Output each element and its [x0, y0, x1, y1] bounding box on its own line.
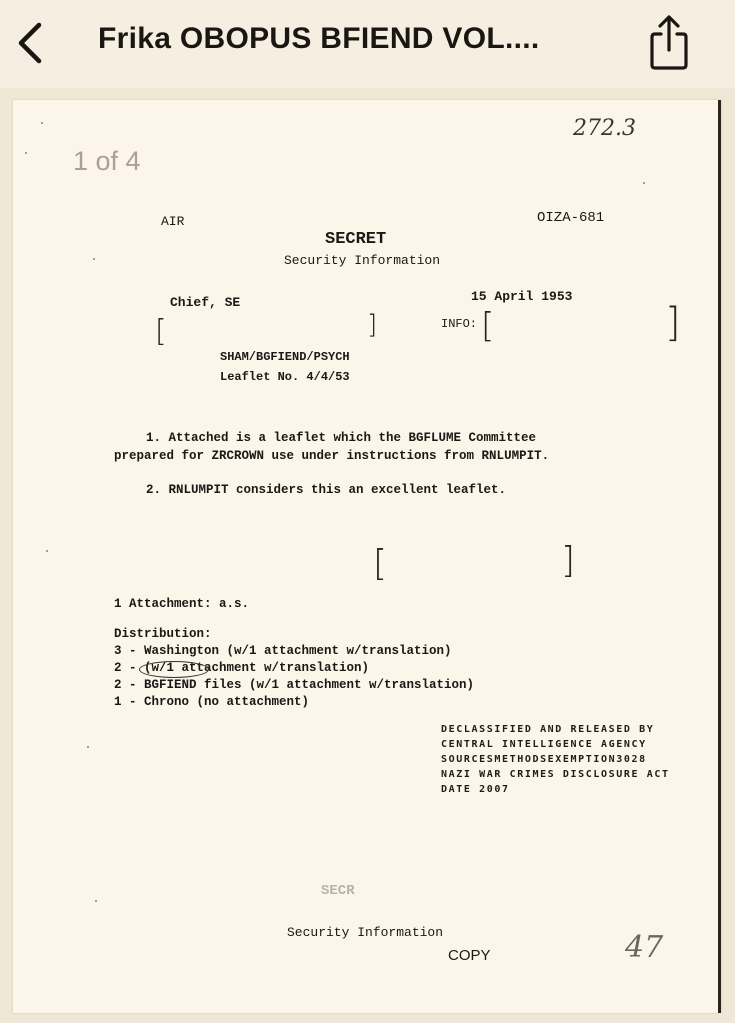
redaction-bracket-left-close: ] [367, 310, 378, 340]
document-viewer[interactable] [0, 88, 735, 1023]
distribution-item: 3 - Washington (w/1 attachment w/translation) [114, 644, 452, 658]
redaction-bracket-signature-close: ] [561, 540, 576, 581]
stamp-line: CENTRAL INTELLIGENCE AGENCY [441, 739, 647, 750]
scan-speck [95, 900, 97, 902]
scan-speck [46, 550, 48, 552]
navigation-bar [0, 0, 735, 89]
distribution-item: 2 - (w/1 attachment w/translation) [114, 661, 370, 675]
distribution-label: Distribution: [114, 627, 212, 641]
document-page [13, 100, 721, 1013]
subject-line-1: SHAM/BGFIEND/PSYCH [220, 350, 350, 364]
scan-speck [643, 182, 645, 184]
footer-security-information: Security Information [287, 925, 444, 940]
declassification-stamp [441, 722, 670, 797]
stamp-line: SOURCESMETHODSEXEMPTION3028 [441, 754, 647, 765]
stamp-line: DATE 2007 [441, 784, 510, 795]
stamp-line: DECLASSIFIED AND RELEASED BY [441, 724, 655, 735]
back-button[interactable] [6, 14, 54, 72]
stamp-line: NAZI WAR CRIMES DISCLOSURE ACT [441, 769, 670, 780]
scan-speck [41, 122, 43, 124]
info-label: INFO: [441, 317, 478, 331]
document-title: Frika OBOPUS BFIEND VOL.... [98, 22, 540, 55]
recipient: Chief, SE [170, 295, 241, 310]
redaction-bracket-signature-open: [ [373, 543, 388, 584]
security-information: Security Information [284, 253, 441, 268]
redaction-bracket-info-close: ] [665, 300, 681, 346]
subject-line-2: Leaflet No. 4/4/53 [220, 370, 350, 384]
classification-heading: SECRET [325, 230, 387, 249]
redaction-bracket-info-open: [ [481, 306, 495, 346]
share-icon [647, 14, 691, 70]
share-button[interactable] [640, 10, 698, 74]
attachment-line: 1 Attachment: a.s. [114, 597, 250, 611]
scan-speck [93, 258, 95, 260]
redaction-bracket-left-open: [ [155, 314, 167, 349]
reference-number: OIZA-681 [537, 210, 605, 226]
handwritten-page-number: 272.3 [573, 116, 636, 141]
distribution-item: 1 - Chrono (no attachment) [114, 695, 310, 709]
paragraph-1-line-1: 1. Attached is a leaflet which the BGFLUME Committee [146, 431, 537, 445]
handwritten-copy-number: 47 [625, 930, 664, 965]
scan-speck [87, 746, 89, 748]
distribution-item: 2 - BGFIEND files (w/1 attachment w/translation) [114, 678, 475, 692]
air-label: AIR [161, 214, 185, 229]
copy-label: COPY [448, 947, 491, 964]
paragraph-1-line-2: prepared for ZRCROWN use under instructions from RNLUMPIT. [114, 449, 550, 463]
page-counter: 1 of 4 [73, 146, 141, 176]
scan-speck [25, 152, 27, 154]
paragraph-2: 2. RNLUMPIT considers this an excellent leaflet. [146, 483, 507, 497]
chevron-left-icon [15, 21, 45, 65]
document-date: 15 April 1953 [471, 289, 573, 304]
redaction-oval [139, 661, 209, 678]
footer-classification: SECR [321, 883, 355, 899]
